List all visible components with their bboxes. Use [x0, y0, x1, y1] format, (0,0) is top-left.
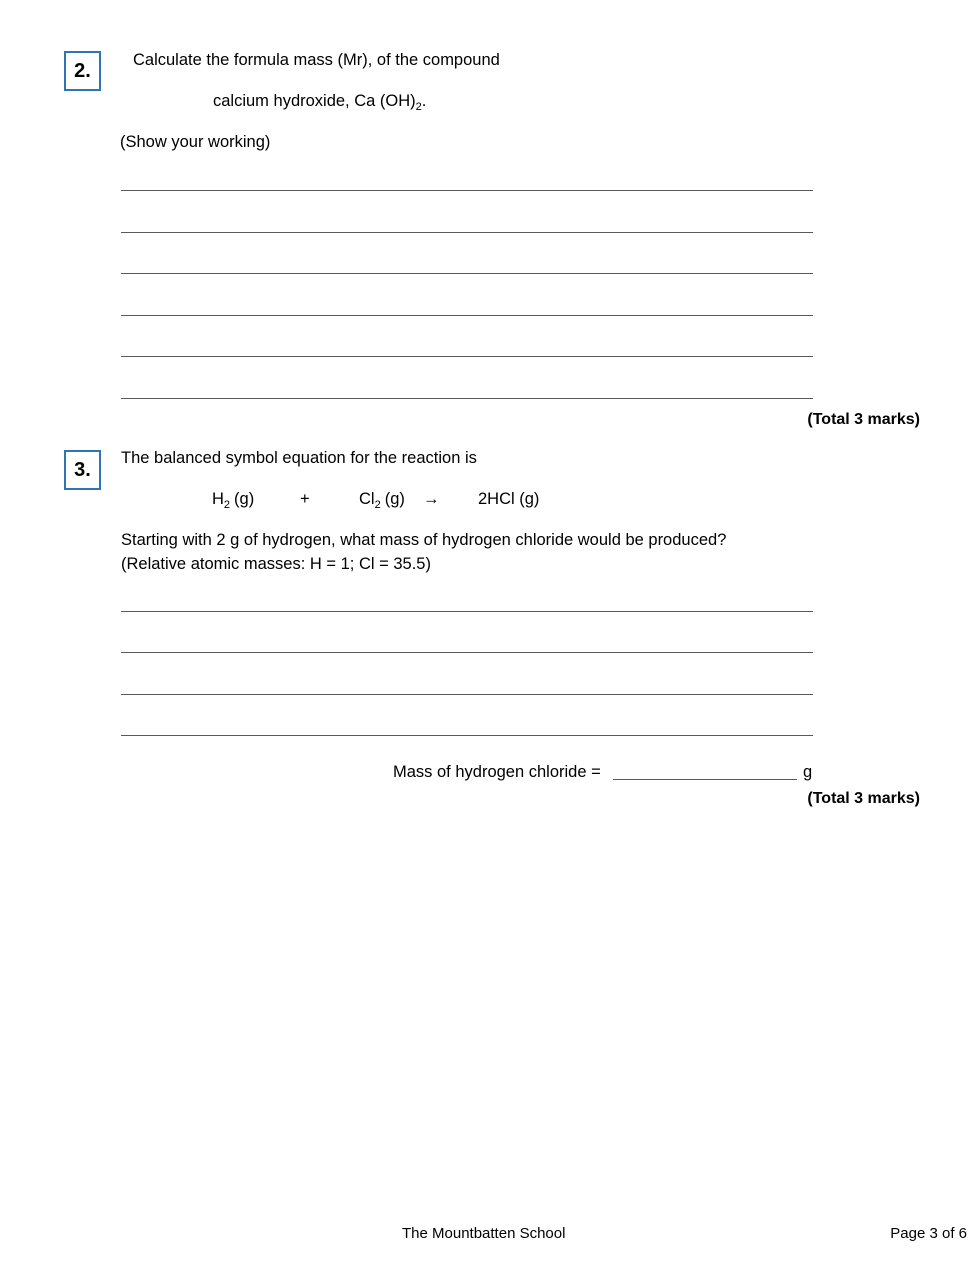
question-2-answer-lines	[121, 190, 813, 440]
question-3-text-line1: Starting with 2 g of hydrogen, what mass of hydrogen chloride would be produced?	[121, 531, 727, 549]
compound-name: calcium hydroxide, Ca (OH)	[213, 92, 416, 110]
question-3-number: 3.	[74, 459, 91, 481]
answer-line	[121, 611, 813, 652]
answer-line	[121, 190, 813, 232]
footer-school-name: The Mountbatten School	[402, 1225, 566, 1242]
h-symbol: H	[212, 490, 224, 508]
equation-plus-sign: +	[300, 490, 310, 508]
answer-line	[121, 273, 813, 315]
question-3-intro: The balanced symbol equation for the reaction is	[121, 449, 477, 467]
cl-subscript: 2	[374, 499, 381, 511]
question-2-show-working: (Show your working)	[120, 133, 271, 151]
question-3-answer-lines	[121, 611, 813, 777]
question-2-compound-line	[213, 92, 427, 113]
footer-page-indicator: Page 3 of 6	[890, 1225, 967, 1242]
question-2-number: 2.	[74, 60, 91, 82]
answer-line	[121, 315, 813, 357]
answer-line	[121, 232, 813, 274]
compound-suffix: .	[421, 92, 427, 110]
question-3-text-line2: (Relative atomic masses: H = 1; Cl = 35.5)	[121, 555, 431, 573]
question-3-total-marks: (Total 3 marks)	[807, 790, 920, 807]
compound-subscript: 2	[415, 101, 422, 113]
question-2-number-box	[64, 51, 101, 91]
equation-reactant-h2	[212, 490, 255, 511]
cl-state: (g)	[384, 490, 405, 508]
answer-line	[121, 694, 813, 735]
answer-line	[121, 398, 813, 440]
equation-arrow-icon: →	[423, 490, 440, 508]
h-state: (g)	[234, 490, 255, 508]
equation-reactant-cl2	[359, 490, 405, 511]
question-3-number-box	[64, 450, 101, 490]
answer-unit: g	[803, 763, 813, 781]
question-2-prompt-line1: Calculate the formula mass (Mr), of the compound	[133, 51, 500, 69]
answer-line	[121, 652, 813, 693]
h-subscript: 2	[223, 499, 231, 511]
cl-symbol: Cl	[359, 490, 375, 508]
equation-product-hcl: 2HCl (g)	[478, 490, 540, 508]
answer-label: Mass of hydrogen chloride =	[393, 763, 601, 781]
question-2-total-marks: (Total 3 marks)	[807, 411, 920, 428]
answer-blank-line	[613, 764, 797, 780]
answer-line	[121, 356, 813, 398]
